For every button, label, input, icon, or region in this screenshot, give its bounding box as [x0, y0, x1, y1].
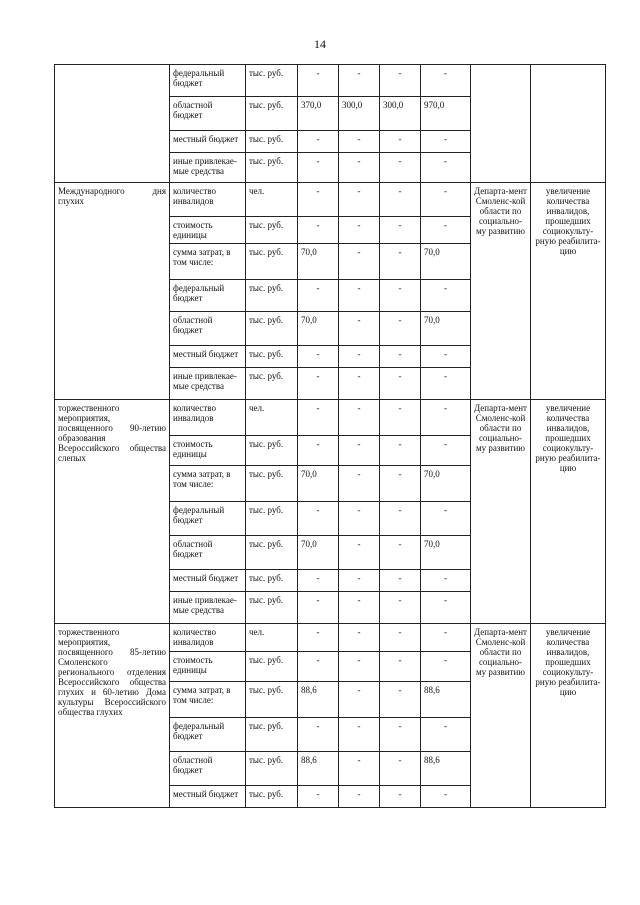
value-cell: -	[339, 217, 380, 244]
value-cell: -	[298, 786, 339, 808]
indicator-cell: областной бюджет	[170, 752, 246, 786]
value-cell: -	[380, 368, 421, 400]
event-cell: торжественного мероприятия, посвященного 90-летию образования Всероссийского общества слепых	[55, 400, 170, 624]
value-cell: 88,6	[421, 682, 471, 718]
value-cell: -	[339, 752, 380, 786]
unit-cell: чел.	[246, 624, 298, 652]
indicator-cell: стоимость единицы	[170, 652, 246, 682]
value-cell: -	[380, 436, 421, 466]
value-cell: -	[421, 570, 471, 592]
value-cell: -	[421, 131, 471, 153]
indicator-cell: иные привлекае-мые средства	[170, 592, 246, 624]
value-cell: -	[421, 786, 471, 808]
value-cell: -	[339, 786, 380, 808]
value-cell: -	[380, 65, 421, 97]
indicator-cell: областной бюджет	[170, 312, 246, 346]
indicator-cell: федеральный бюджет	[170, 718, 246, 752]
value-cell: -	[298, 652, 339, 682]
value-cell: -	[380, 466, 421, 502]
indicator-cell: местный бюджет	[170, 346, 246, 368]
result-cell: увеличение количества инвалидов, прошедших социокульту-рную реабилита-цию	[531, 624, 606, 808]
value-cell: -	[421, 346, 471, 368]
value-cell: -	[298, 65, 339, 97]
value-cell: -	[380, 244, 421, 280]
event-cell: Международного дня глухих	[55, 183, 170, 400]
result-cell: увеличение количества инвалидов, прошедших социокульту-рную реабилита-цию	[531, 183, 606, 400]
unit-cell: тыс. руб.	[246, 368, 298, 400]
value-cell: -	[298, 400, 339, 436]
value-cell: -	[421, 280, 471, 312]
indicator-cell: федеральный бюджет	[170, 502, 246, 536]
value-cell: -	[339, 718, 380, 752]
value-cell: -	[339, 183, 380, 217]
indicator-cell: сумма затрат, в том числе:	[170, 466, 246, 502]
indicator-cell: местный бюджет	[170, 131, 246, 153]
value-cell: 70,0	[298, 312, 339, 346]
indicator-cell: местный бюджет	[170, 570, 246, 592]
responsible-cell: Департа-мент Смоленс-кой области по социально-му развитию	[471, 183, 531, 400]
value-cell: -	[380, 217, 421, 244]
indicator-cell: федеральный бюджет	[170, 280, 246, 312]
indicator-cell: стоимость единицы	[170, 436, 246, 466]
unit-cell: тыс. руб.	[246, 217, 298, 244]
value-cell: -	[339, 624, 380, 652]
table-row	[55, 65, 606, 97]
value-cell: -	[380, 183, 421, 217]
value-cell: -	[380, 280, 421, 312]
event-cell	[55, 65, 170, 183]
value-cell: -	[339, 436, 380, 466]
value-cell: -	[421, 368, 471, 400]
value-cell: -	[298, 217, 339, 244]
indicator-cell: областной бюджет	[170, 536, 246, 570]
value-cell: -	[421, 652, 471, 682]
unit-cell: тыс. руб.	[246, 97, 298, 131]
unit-cell: тыс. руб.	[246, 466, 298, 502]
value-cell: -	[421, 400, 471, 436]
value-cell: -	[298, 436, 339, 466]
unit-cell: тыс. руб.	[246, 752, 298, 786]
value-cell: -	[380, 400, 421, 436]
value-cell: 300,0	[339, 97, 380, 131]
indicator-cell: стоимость единицы	[170, 217, 246, 244]
result-cell: увеличение количества инвалидов, прошедших социокульту-рную реабилита-цию	[531, 400, 606, 624]
responsible-cell: Департа-мент Смоленс-кой области по социально-му развитию	[471, 400, 531, 624]
value-cell: -	[380, 624, 421, 652]
value-cell: -	[421, 592, 471, 624]
value-cell: -	[339, 131, 380, 153]
unit-cell: тыс. руб.	[246, 570, 298, 592]
table-row	[55, 183, 606, 217]
value-cell: -	[421, 65, 471, 97]
value-cell: -	[339, 65, 380, 97]
value-cell: -	[298, 624, 339, 652]
value-cell: 370,0	[298, 97, 339, 131]
value-cell: 88,6	[298, 682, 339, 718]
indicator-cell: количество инвалидов	[170, 183, 246, 217]
value-cell: -	[298, 570, 339, 592]
value-cell: -	[380, 153, 421, 183]
value-cell: -	[298, 153, 339, 183]
value-cell: -	[380, 312, 421, 346]
value-cell: 70,0	[298, 536, 339, 570]
table-row	[55, 400, 606, 436]
value-cell: 970,0	[421, 97, 471, 131]
indicator-cell: сумма затрат, в том числе:	[170, 244, 246, 280]
value-cell: -	[339, 368, 380, 400]
value-cell: -	[339, 570, 380, 592]
indicator-cell: иные привлекае-мые средства	[170, 368, 246, 400]
value-cell: -	[380, 570, 421, 592]
unit-cell: тыс. руб.	[246, 436, 298, 466]
value-cell: -	[339, 682, 380, 718]
value-cell: -	[339, 312, 380, 346]
value-cell: -	[380, 131, 421, 153]
value-cell: 70,0	[298, 244, 339, 280]
indicator-cell: местный бюджет	[170, 786, 246, 808]
indicator-cell: федеральный бюджет	[170, 65, 246, 97]
value-cell: 70,0	[421, 536, 471, 570]
value-cell: -	[339, 244, 380, 280]
value-cell: 70,0	[421, 312, 471, 346]
value-cell: -	[298, 368, 339, 400]
value-cell: -	[339, 280, 380, 312]
unit-cell: тыс. руб.	[246, 592, 298, 624]
unit-cell: тыс. руб.	[246, 312, 298, 346]
unit-cell: тыс. руб.	[246, 65, 298, 97]
unit-cell: чел.	[246, 183, 298, 217]
unit-cell: тыс. руб.	[246, 536, 298, 570]
indicator-cell: областной бюджет	[170, 97, 246, 131]
result-cell	[531, 65, 606, 183]
value-cell: -	[298, 718, 339, 752]
indicator-cell: иные привлекае-мые средства	[170, 153, 246, 183]
unit-cell: тыс. руб.	[246, 652, 298, 682]
unit-cell: тыс. руб.	[246, 718, 298, 752]
value-cell: 300,0	[380, 97, 421, 131]
value-cell: -	[421, 183, 471, 217]
program-table	[54, 64, 606, 808]
page-number: 14	[314, 37, 326, 51]
value-cell: -	[298, 280, 339, 312]
value-cell: 88,6	[298, 752, 339, 786]
value-cell: -	[421, 502, 471, 536]
value-cell: -	[298, 502, 339, 536]
value-cell: -	[380, 592, 421, 624]
value-cell: -	[380, 502, 421, 536]
value-cell: -	[298, 592, 339, 624]
value-cell: -	[421, 718, 471, 752]
indicator-cell: количество инвалидов	[170, 624, 246, 652]
unit-cell: тыс. руб.	[246, 153, 298, 183]
value-cell: -	[380, 682, 421, 718]
value-cell: -	[380, 786, 421, 808]
value-cell: -	[380, 652, 421, 682]
value-cell: -	[298, 131, 339, 153]
value-cell: -	[298, 183, 339, 217]
value-cell: -	[339, 502, 380, 536]
value-cell: -	[339, 346, 380, 368]
value-cell: 70,0	[421, 244, 471, 280]
unit-cell: тыс. руб.	[246, 502, 298, 536]
value-cell: 88,6	[421, 752, 471, 786]
value-cell: -	[421, 624, 471, 652]
responsible-cell: Департа-мент Смоленс-кой области по социально-му развитию	[471, 624, 531, 808]
indicator-cell: количество инвалидов	[170, 400, 246, 436]
value-cell: -	[339, 466, 380, 502]
value-cell: -	[339, 652, 380, 682]
value-cell: -	[339, 153, 380, 183]
value-cell: -	[298, 346, 339, 368]
value-cell: 70,0	[298, 466, 339, 502]
unit-cell: тыс. руб.	[246, 682, 298, 718]
value-cell: -	[380, 752, 421, 786]
unit-cell: тыс. руб.	[246, 280, 298, 312]
value-cell: -	[339, 592, 380, 624]
value-cell: -	[421, 436, 471, 466]
unit-cell: чел.	[246, 400, 298, 436]
value-cell: -	[421, 217, 471, 244]
responsible-cell	[471, 65, 531, 183]
value-cell: -	[421, 153, 471, 183]
unit-cell: тыс. руб.	[246, 346, 298, 368]
unit-cell: тыс. руб.	[246, 786, 298, 808]
value-cell: 70,0	[421, 466, 471, 502]
unit-cell: тыс. руб.	[246, 244, 298, 280]
table-row	[55, 624, 606, 652]
event-cell: торжественного мероприятия, посвященного 85-летию Смоленского регионального отделения Всероссийского общества глухих и 60-летию Дома культуры Всероссийского общества глухих	[55, 624, 170, 808]
value-cell: -	[380, 718, 421, 752]
value-cell: -	[339, 400, 380, 436]
value-cell: -	[339, 536, 380, 570]
value-cell: -	[380, 346, 421, 368]
indicator-cell: сумма затрат, в том числе:	[170, 682, 246, 718]
value-cell: -	[380, 536, 421, 570]
unit-cell: тыс. руб.	[246, 131, 298, 153]
